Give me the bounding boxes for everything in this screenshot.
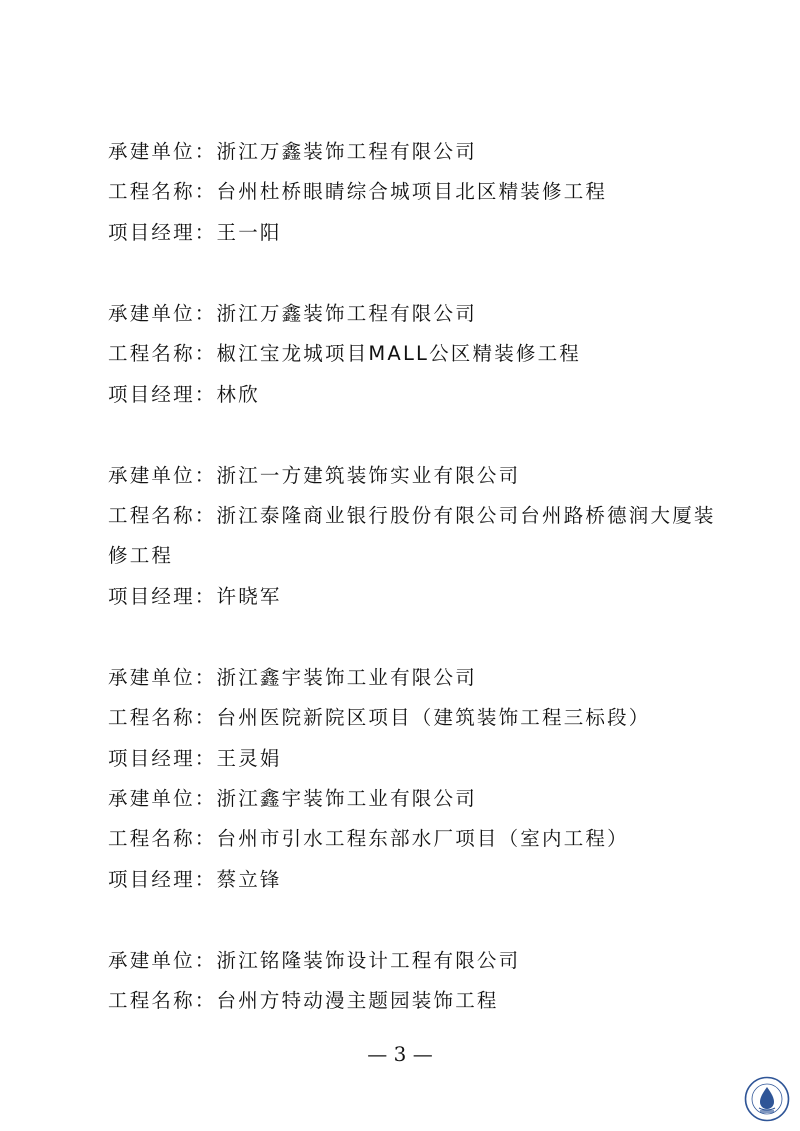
project-name-continuation-line: 修工程 bbox=[108, 544, 174, 567]
contractor-line: 承建单位：浙江万鑫装饰工程有限公司 bbox=[108, 302, 477, 325]
project-name-line: 工程名称：台州方特动漫主题园装饰工程 bbox=[108, 989, 499, 1012]
contractor-line: 承建单位：浙江铭隆装饰设计工程有限公司 bbox=[108, 949, 521, 972]
contractor-line: 承建单位：浙江鑫宇装饰工业有限公司 bbox=[108, 787, 477, 810]
contractor-line: 承建单位：浙江鑫宇装饰工业有限公司 bbox=[108, 666, 477, 689]
project-name-line: 工程名称：椒江宝龙城项目MALL公区精装修工程 bbox=[108, 342, 581, 365]
page-number: — 3 — bbox=[367, 1042, 433, 1066]
project-name-line: 工程名称：台州医院新院区项目（建筑装饰工程三标段） bbox=[108, 706, 651, 729]
project-name-line: 工程名称：台州市引水工程东部水厂项目（室内工程） bbox=[108, 827, 629, 850]
project-manager-line: 项目经理：许晓军 bbox=[108, 585, 282, 608]
contractor-line: 承建单位：浙江万鑫装饰工程有限公司 bbox=[108, 140, 477, 163]
project-name-line: 工程名称：台州杜桥眼睛综合城项目北区精装修工程 bbox=[108, 180, 608, 203]
project-manager-line: 项目经理：蔡立锋 bbox=[108, 868, 282, 891]
contractor-line: 承建单位：浙江一方建筑装饰实业有限公司 bbox=[108, 464, 521, 487]
project-manager-line: 项目经理：王一阳 bbox=[108, 221, 282, 244]
project-manager-line: 项目经理：王灵娟 bbox=[108, 747, 282, 770]
project-manager-line: 项目经理：林欣 bbox=[108, 383, 260, 406]
association-seal-icon bbox=[744, 1076, 790, 1122]
project-name-line: 工程名称：浙江泰隆商业银行股份有限公司台州路桥德润大厦装 bbox=[108, 504, 716, 527]
